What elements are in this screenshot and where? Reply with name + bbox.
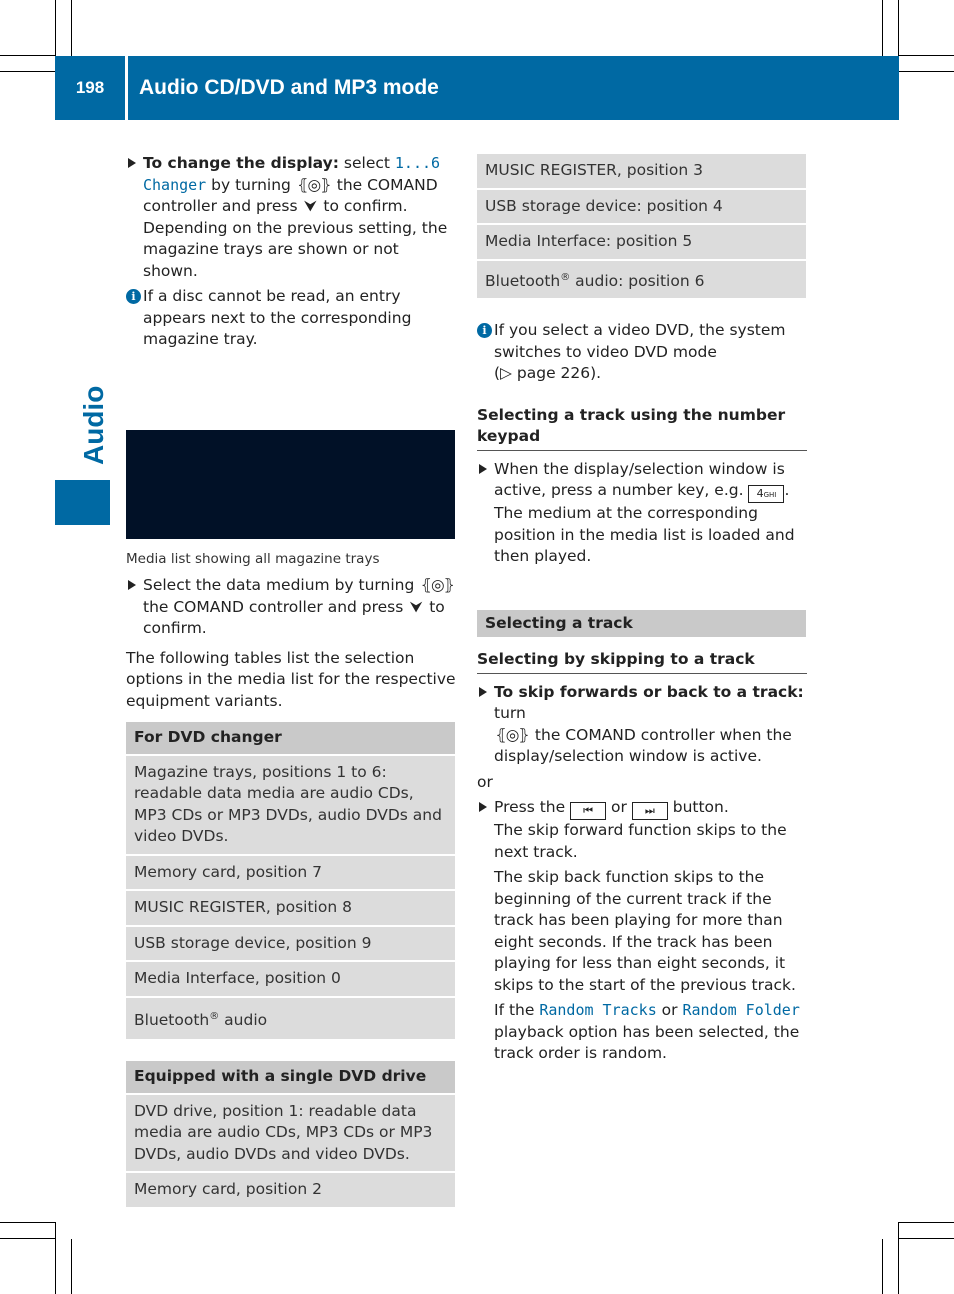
table-row: Media Interface, position 0 [126, 962, 455, 996]
section-title: Selecting a track [477, 610, 806, 638]
instruction-text: button. [667, 798, 729, 817]
right-column [477, 154, 807, 1065]
crop-mark [899, 55, 954, 56]
table-row [477, 261, 806, 299]
key-digit: 4 [756, 487, 764, 501]
number-key-icon [748, 485, 784, 503]
body-text-part: playback option has been selected, the track order is random. [494, 1022, 800, 1063]
instruction-text: The medium at the corresponding position in the media list is loaded and then played. [494, 504, 795, 566]
instruction-change-display [126, 153, 458, 282]
crop-mark [882, 0, 883, 56]
instruction-text: Select the data medium by turning [143, 576, 420, 594]
dvd-changer-table-continued [477, 154, 806, 298]
crop-mark [0, 1222, 55, 1223]
side-tab-bar [55, 480, 110, 525]
instruction-text: by turning [206, 175, 296, 194]
instruction-text: select [338, 154, 395, 172]
heading-skipping: Selecting by skipping to a track [477, 649, 807, 674]
instruction-text: When the display/selection window is active, press a number key, e.g. [494, 459, 785, 500]
step-arrow-icon [128, 158, 136, 168]
row-text: audio: position 6 [570, 271, 705, 290]
crop-mark [899, 71, 954, 72]
instruction-number-key [477, 459, 807, 568]
instruction-text: Press the [494, 798, 571, 817]
section-side-tab [55, 120, 110, 525]
single-dvd-table [126, 1061, 455, 1207]
crop-mark [882, 1239, 883, 1294]
table-header: Equipped with a single DVD drive [126, 1061, 455, 1093]
table-row [126, 998, 455, 1040]
instruction-text: or [606, 798, 632, 817]
instruction-text: turn [494, 704, 526, 723]
instruction-select-medium [126, 575, 458, 640]
step-arrow-icon [479, 802, 487, 812]
display-option-code: Changer [143, 175, 207, 194]
crop-mark [71, 1239, 72, 1294]
playback-option-code: Random Tracks [539, 1001, 657, 1020]
media-list-screenshot [126, 430, 455, 539]
header-divider [125, 56, 128, 120]
table-row: MUSIC REGISTER, position 8 [126, 891, 455, 925]
body-text [494, 1000, 807, 1065]
row-text: Bluetooth [134, 1010, 210, 1029]
crop-mark [899, 1222, 954, 1223]
table-row: Memory card, position 2 [126, 1173, 455, 1207]
row-text: Bluetooth [485, 271, 561, 290]
page-header [55, 56, 899, 120]
intro-paragraph: The following tables list the selection options in the media list for the respective equipment variants. [126, 648, 456, 710]
skip-back-icon: ⏮ [570, 802, 606, 820]
controller-turn-icon: ⦃◎⦄ [297, 175, 331, 194]
instruction-label: To change the display: [143, 154, 339, 172]
left-column-lower [126, 575, 458, 1209]
controller-turn-icon: ⦃◎⦄ [420, 576, 454, 594]
instruction-text: the COMAND controller when the display/selection window is active. [494, 725, 792, 766]
body-text: The skip back function skips to the beginning of the current track if the track has been playing for more than eight seconds. If the track has been playing for less than eight seconds, it skips to the start of the previous track. [494, 868, 796, 994]
instruction-text: to confirm. Depending on the previous setting, the magazine trays are shown or not shown. [143, 197, 448, 280]
info-icon: i [477, 323, 492, 338]
heading-number-keypad: Selecting a track using the number keypad [477, 405, 807, 451]
instruction-text: the COMAND controller and press [143, 597, 409, 616]
info-text: If a disc cannot be read, an entry appears next to the corresponding magazine tray. [143, 287, 412, 348]
crop-mark [0, 1238, 55, 1239]
left-column [126, 153, 458, 351]
row-text: audio [219, 1010, 268, 1029]
display-option-code: 1...6 [394, 154, 441, 172]
instruction-text: to confirm. [143, 597, 445, 637]
crop-mark [0, 71, 55, 72]
table-row: Memory card, position 7 [126, 856, 455, 890]
instruction-text: the COMAND controller and press [143, 175, 438, 215]
crop-mark [71, 0, 72, 56]
crop-mark [55, 1222, 56, 1294]
step-arrow-icon [128, 580, 136, 590]
info-note [477, 320, 807, 385]
page-title: Audio CD/DVD and MP3 mode [139, 76, 439, 99]
controller-press-icon: ⮟ [303, 197, 318, 215]
info-note [126, 286, 458, 351]
key-letters: GHI [763, 491, 777, 500]
step-arrow-icon [479, 687, 487, 697]
controller-turn-icon: ⦃◎⦄ [495, 725, 529, 744]
controller-press-icon: ⮟ [409, 597, 423, 616]
dvd-changer-table [126, 722, 455, 1039]
table-row: Media Interface: position 5 [477, 225, 806, 259]
instruction-text: . [784, 481, 790, 500]
crop-mark [898, 1222, 899, 1294]
table-row: MUSIC REGISTER, position 3 [477, 154, 806, 188]
info-text: If you select a video DVD, the system switches to video DVD mode [494, 321, 786, 361]
body-text: The skip forward function skips to the next track. [494, 821, 787, 861]
instruction-skip-buttons [477, 797, 807, 1065]
registered-mark: ® [560, 271, 571, 283]
crop-mark [0, 55, 55, 56]
body-text-part: If the [494, 1001, 540, 1020]
instruction-label: To skip forwards or back to a track: [494, 682, 804, 701]
info-icon: i [126, 289, 141, 304]
page-reference: (▷ page 226). [494, 364, 602, 383]
crop-mark [899, 1238, 954, 1239]
or-text: or [477, 772, 493, 791]
page-number: 198 [75, 78, 105, 97]
table-header: For DVD changer [126, 722, 455, 754]
figure-caption: Media list showing all magazine trays [126, 551, 380, 567]
table-row: DVD drive, position 1: readable data media are audio CDs, MP3 CDs or MP3 DVDs, audio DVDs and video DVDs. [126, 1095, 455, 1172]
table-row: Magazine trays, positions 1 to 6: readable data media are audio CDs, MP3 CDs or MP3 DVDs, audio DVDs and video DVDs. [126, 756, 455, 854]
body-text-part: or [656, 1001, 683, 1020]
playback-option-code: Random Folder [682, 1001, 800, 1020]
step-arrow-icon [479, 464, 487, 474]
instruction-skip-track [477, 682, 807, 768]
table-row: USB storage device, position 9 [126, 927, 455, 961]
table-row: USB storage device: position 4 [477, 190, 806, 224]
side-tab-label: Audio [78, 385, 109, 465]
registered-mark: ® [209, 1010, 220, 1022]
skip-forward-icon: ⏭ [632, 802, 668, 820]
